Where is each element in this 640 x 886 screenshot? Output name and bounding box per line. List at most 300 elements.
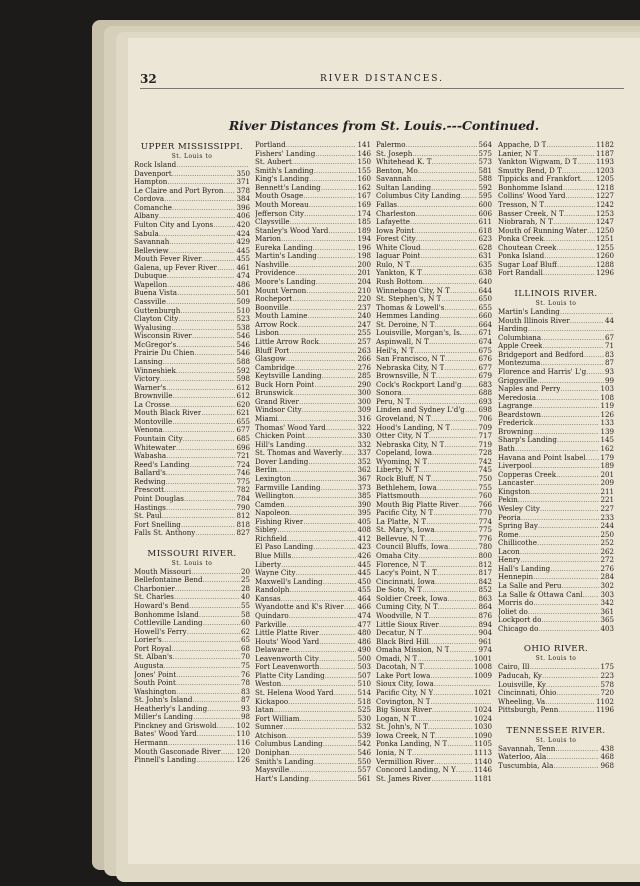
distance-value: 671: [478, 329, 492, 338]
table-row: [255, 501, 371, 510]
place-name: Decatur, N T: [376, 629, 422, 638]
distance-value: 1203: [595, 166, 614, 175]
table-row: [376, 141, 492, 150]
dot-leader: [173, 653, 240, 662]
dot-leader: [217, 722, 236, 731]
dot-leader: [199, 611, 240, 620]
place-name: Weston: [255, 680, 282, 689]
distance-value: 300: [357, 397, 371, 406]
table-row: [376, 758, 492, 767]
dot-leader: [274, 706, 357, 715]
place-name: Ionia, N T: [376, 748, 412, 757]
dot-leader: [192, 332, 236, 341]
distance-value: 83: [240, 687, 250, 696]
place-name: King's Landing: [255, 175, 309, 184]
place-name: Doniphan: [255, 748, 290, 757]
section-subtitle: St. Louis to: [171, 153, 213, 160]
table-row: [255, 775, 371, 784]
place-name: Cordova: [134, 195, 165, 204]
dot-leader: [224, 187, 236, 196]
dot-leader: [449, 646, 477, 655]
place-name: Otter City, N T: [376, 432, 429, 441]
dot-leader: [427, 458, 477, 467]
dot-leader: [289, 612, 357, 621]
table-row: [376, 295, 492, 304]
dot-leader: [431, 415, 478, 424]
distance-value: 968: [600, 761, 614, 770]
place-name: Ponka Creek: [498, 235, 544, 244]
distance-value: 644: [478, 286, 492, 295]
place-name: Dover Landing: [255, 457, 309, 466]
table-row: [255, 766, 371, 775]
place-name: Montezuma: [498, 359, 541, 368]
dot-leader: [278, 415, 357, 424]
place-name: Nebraska City, N T: [376, 363, 445, 372]
dot-leader: [555, 745, 599, 754]
distance-value: 102: [236, 721, 250, 730]
distance-value: 371: [236, 178, 250, 187]
table-row: [255, 715, 371, 724]
dot-leader: [196, 756, 235, 765]
place-name: Howell's Ferry: [134, 627, 187, 636]
place-name: Pacific City, N T: [376, 509, 434, 518]
distance-value: 108: [600, 393, 614, 402]
table-row: [255, 518, 371, 527]
place-name: Copeland, Iowa: [376, 449, 432, 458]
distance-value: 620: [236, 400, 250, 409]
table-row: [498, 351, 614, 360]
dot-leader: [434, 758, 473, 767]
distance-value: 221: [600, 496, 614, 505]
place-name: San Francisco, N T: [376, 355, 445, 364]
distance-value: 677: [236, 426, 250, 435]
dot-leader: [169, 247, 236, 256]
place-name: Brownsville, N T: [376, 372, 436, 381]
distance-value: 162: [357, 183, 371, 192]
table-row: [134, 435, 250, 444]
dot-leader: [520, 548, 600, 557]
table-row: [255, 595, 371, 604]
place-name: Omaha City: [376, 552, 419, 560]
distance-value: 514: [357, 689, 371, 697]
table-row: [255, 672, 371, 681]
distance-value: 578: [600, 680, 614, 689]
table-row: [498, 269, 614, 278]
distance-value: 83: [604, 350, 614, 359]
place-name: Jefferson City: [255, 209, 304, 218]
table-row: [376, 406, 492, 415]
distance-value: 361: [600, 607, 614, 616]
place-name: Dacotah, N T: [376, 663, 424, 672]
place-name: Chicago do: [498, 624, 539, 633]
distance-value: 93: [240, 704, 250, 713]
table-row: [255, 167, 371, 176]
dot-leader: [164, 662, 240, 671]
distance-value: 93: [604, 367, 614, 376]
dot-leader: [444, 304, 477, 313]
table-row: [134, 688, 250, 697]
distance-value: 146: [357, 149, 371, 158]
place-name: Collins' Wood Yard: [498, 192, 566, 201]
place-name: Bonhomme Island: [498, 183, 563, 192]
place-name: Comanche: [134, 203, 172, 212]
table-row: [134, 212, 250, 221]
table-row: [376, 501, 492, 510]
table-row: [376, 569, 492, 578]
place-name: Wyoming, N T: [376, 457, 428, 466]
dot-leader: [290, 749, 357, 758]
dot-leader: [305, 432, 356, 441]
distance-value: 696: [236, 443, 250, 452]
place-name: Sibley: [255, 526, 278, 535]
page-number: 32: [140, 72, 157, 86]
dot-leader: [563, 184, 595, 193]
dot-leader: [176, 444, 236, 453]
distance-value: 490: [357, 646, 371, 655]
dot-leader: [163, 358, 236, 367]
distance-value: 621: [236, 409, 250, 418]
table-row: [134, 504, 250, 513]
dot-leader: [295, 269, 356, 278]
table-row: [255, 398, 371, 407]
distance-value: 316: [357, 415, 371, 423]
dot-leader: [564, 210, 595, 219]
dot-leader: [529, 663, 599, 672]
table-row: [134, 187, 250, 196]
place-name: Tresson, N T: [498, 200, 545, 209]
place-name: Iatan: [255, 706, 274, 715]
table-row: [255, 150, 371, 159]
place-name: Hermann: [134, 739, 168, 747]
place-name: Little Sioux River: [376, 620, 439, 629]
dot-leader: [586, 454, 600, 463]
distance-value: 25: [240, 576, 250, 585]
distance-value: 367: [357, 474, 371, 483]
dot-leader: [176, 367, 236, 376]
place-name: Beardstown: [498, 410, 541, 419]
distance-value: 385: [357, 492, 371, 501]
place-name: Niobrarah, N T: [498, 218, 553, 227]
distance-value: 784: [236, 494, 250, 503]
dot-leader: [297, 321, 356, 330]
place-name: Buena Vista: [134, 289, 178, 298]
dot-leader: [290, 586, 357, 595]
place-name: Fishing River: [255, 517, 304, 526]
table-row: [255, 389, 371, 398]
dot-leader: [309, 201, 357, 210]
table-row: [376, 595, 492, 604]
place-name: St. Stephen's, N T: [376, 295, 442, 304]
table-row: [376, 466, 492, 475]
distance-value: 373: [357, 483, 371, 492]
dot-leader: [556, 471, 599, 480]
table-row: [134, 384, 250, 393]
dot-leader: [538, 522, 600, 531]
place-name: Galena, up Fever River: [134, 263, 217, 272]
place-name: Brownville: [134, 392, 173, 401]
distance-value: 62: [240, 627, 250, 636]
distance-value: 133: [600, 419, 614, 428]
distance-value: 724: [236, 460, 250, 469]
table-row: [376, 561, 492, 570]
dot-leader: [435, 321, 478, 330]
distance-value: 403: [600, 624, 614, 633]
table-row: [255, 235, 371, 244]
place-name: Cambridge: [255, 363, 295, 372]
dot-leader: [195, 529, 235, 538]
table-row: [498, 175, 614, 184]
table-row: [255, 347, 371, 356]
dot-leader: [456, 766, 473, 775]
table-row: [255, 484, 371, 493]
place-name: Miami: [255, 415, 278, 423]
distance-value: 611: [478, 218, 492, 227]
distance-value: 1102: [595, 697, 614, 706]
place-name: Cottleville Landing: [134, 619, 203, 628]
dot-leader: [183, 435, 236, 444]
distance-value: 509: [236, 298, 250, 306]
table-row: [376, 629, 492, 638]
table-row: [376, 304, 492, 313]
dot-leader: [303, 192, 356, 201]
table-row: [376, 749, 492, 758]
table-row: [376, 338, 492, 347]
table-row: [134, 593, 250, 602]
table-row: [255, 364, 371, 373]
dot-leader: [325, 672, 357, 681]
dot-leader: [306, 287, 356, 296]
table-row: [134, 521, 250, 530]
place-name: Falls St. Anthony: [134, 529, 196, 538]
place-name: Farmville Landing: [255, 483, 321, 492]
dot-leader: [168, 739, 236, 748]
distance-value: 429: [236, 238, 250, 247]
distance-value: 78: [240, 679, 250, 688]
distance-value: 424: [236, 229, 250, 238]
table-row: [376, 201, 492, 210]
place-name: Fountain City: [134, 435, 183, 443]
place-name: Hampton: [134, 178, 168, 187]
place-name: Sioux City, Iowa: [376, 680, 434, 689]
distance-value: 573: [478, 158, 492, 167]
distance-value: 87: [240, 696, 250, 705]
dot-leader: [538, 625, 599, 634]
distance-value: 546: [236, 332, 250, 341]
table-row: [255, 210, 371, 219]
distance-value: 423: [357, 543, 371, 552]
place-name: Miller's Landing: [134, 713, 193, 722]
place-name: Whitehead K. T: [376, 158, 432, 167]
distance-value: 58: [240, 610, 250, 619]
place-name: Mouth of Running Water: [498, 226, 587, 235]
dot-leader: [291, 475, 356, 484]
dot-leader: [326, 424, 357, 433]
dot-leader: [544, 201, 595, 210]
distance-value: 362: [357, 466, 371, 475]
place-name: Soldier Creek, Iowa: [376, 594, 448, 603]
place-name: Mouth Big Platte River: [376, 500, 459, 509]
table-row: [376, 535, 492, 544]
place-name: De Soto, N T: [376, 586, 423, 595]
place-name: St. Aubert: [255, 158, 292, 167]
dot-leader: [528, 325, 613, 334]
dot-leader: [202, 255, 236, 264]
distance-value: 674: [478, 337, 492, 346]
table-row: [134, 170, 250, 179]
place-name: Bridgeport and Bedford: [498, 350, 584, 359]
dot-leader: [450, 287, 478, 296]
table-row: [134, 696, 250, 705]
dot-leader: [410, 261, 477, 270]
table-row: [134, 204, 250, 213]
table-row: [376, 552, 492, 561]
distance-value: 742: [478, 457, 492, 466]
table-row: [255, 543, 371, 552]
section-title: OHIO RIVER.: [523, 644, 589, 655]
distance-value: 240: [357, 312, 371, 321]
place-name: Columbiana: [498, 333, 542, 342]
distance-value: 167: [357, 192, 371, 201]
dot-leader: [435, 578, 478, 587]
dot-leader: [307, 312, 356, 321]
distance-value: 68: [240, 644, 250, 653]
table-row: [498, 141, 614, 150]
dot-leader: [159, 212, 236, 221]
table-row: [134, 756, 250, 765]
distance-value: 28: [240, 584, 250, 593]
table-row: [376, 526, 492, 535]
place-name: Vermillion River: [376, 757, 435, 766]
table-row: [376, 484, 492, 493]
place-name: Savannah: [376, 175, 412, 184]
place-name: Mouth Fever River: [134, 255, 202, 264]
distance-value: 40: [240, 593, 250, 602]
table-row: [134, 255, 250, 264]
place-name: Pittsburgh, Penn: [498, 706, 559, 715]
dot-leader: [176, 679, 240, 688]
distance-value: 1024: [473, 714, 492, 723]
dot-leader: [429, 338, 478, 347]
dot-leader: [411, 175, 477, 184]
dot-leader: [166, 384, 235, 393]
distance-value: 1008: [473, 663, 492, 672]
place-name: Covington, N T: [376, 697, 431, 706]
place-name: Bellefontaine Bend: [134, 576, 203, 585]
table-row: [134, 529, 250, 538]
table-row: [498, 167, 614, 176]
table-row: [376, 543, 492, 552]
place-name: Savannah, Tenn: [498, 744, 556, 753]
table-row: [376, 732, 492, 741]
table-row: [255, 218, 371, 227]
dot-leader: [431, 475, 478, 484]
distance-value: 185: [357, 218, 371, 227]
table-row: [498, 210, 614, 219]
dot-leader: [429, 638, 478, 647]
distance-value: 775: [478, 526, 492, 535]
place-name: Bellevue, N T: [376, 534, 425, 543]
dot-leader: [544, 252, 595, 261]
distance-value: 595: [478, 192, 492, 201]
place-name: Wellington: [255, 492, 294, 501]
distance-value: 717: [478, 432, 492, 441]
dot-leader: [166, 478, 236, 487]
distance-value: 782: [236, 486, 250, 495]
table-row: [134, 426, 250, 435]
table-row: [255, 158, 371, 167]
place-name: Smith's Landing: [255, 757, 314, 766]
distance-value: 525: [357, 706, 371, 715]
dot-leader: [515, 445, 600, 454]
table-row: [255, 192, 371, 201]
place-name: Wyalusing: [134, 323, 172, 332]
dot-leader: [166, 452, 235, 461]
table-row: [376, 621, 492, 630]
distance-value: 638: [478, 269, 492, 278]
place-name: Florence and Harris' L'g: [498, 367, 587, 376]
place-name: Palermo: [376, 141, 406, 149]
distance-value: 266: [357, 355, 371, 364]
distance-value: 1001: [473, 654, 492, 663]
table-row: [255, 278, 371, 287]
dot-leader: [533, 419, 599, 428]
table-row: [134, 238, 250, 247]
dot-leader: [437, 484, 478, 493]
dot-leader: [159, 230, 236, 239]
place-name: Bennett's Landing: [255, 183, 321, 192]
distance-value: 55: [240, 602, 250, 610]
distance-value: 709: [478, 423, 492, 432]
table-row: [255, 586, 371, 595]
table-row: [134, 375, 250, 384]
place-name: Port Royal: [134, 644, 172, 653]
distance-value: 99: [604, 376, 614, 385]
place-name: Iaguar Point: [376, 252, 421, 261]
dot-leader: [281, 235, 356, 244]
distance-value: 1253: [595, 209, 614, 218]
dot-leader: [173, 392, 236, 401]
distance-value: 581: [478, 166, 492, 175]
distance-value: 71: [604, 342, 614, 351]
distance-value: 464: [357, 594, 371, 603]
table-row: [134, 272, 250, 281]
table-row: [134, 619, 250, 628]
distance-value: 523: [236, 315, 250, 324]
distance-value: 412: [357, 534, 371, 543]
section-subtitle: St. Louis to: [171, 559, 213, 567]
place-name: Griggsville: [498, 376, 538, 385]
table-row: [498, 531, 614, 540]
distance-value: 1288: [595, 260, 614, 269]
table-row: [376, 475, 492, 484]
dot-leader: [533, 428, 600, 437]
section-title: TENNESSEE RIVER.: [506, 725, 606, 736]
table-row: [498, 436, 614, 445]
table-column: [498, 141, 614, 770]
place-name: Clayton City: [134, 315, 179, 324]
place-name: Cock's Rockport Land'g: [376, 380, 462, 389]
dot-leader: [553, 218, 595, 227]
table-row: [376, 646, 492, 655]
table-row: [255, 244, 371, 253]
dot-leader: [207, 705, 240, 714]
table-row: [376, 398, 492, 407]
distance-value: 675: [478, 346, 492, 355]
distance-value: 852: [478, 586, 492, 595]
dot-leader: [323, 578, 357, 587]
table-row: [498, 591, 614, 600]
table-row: [376, 449, 492, 458]
